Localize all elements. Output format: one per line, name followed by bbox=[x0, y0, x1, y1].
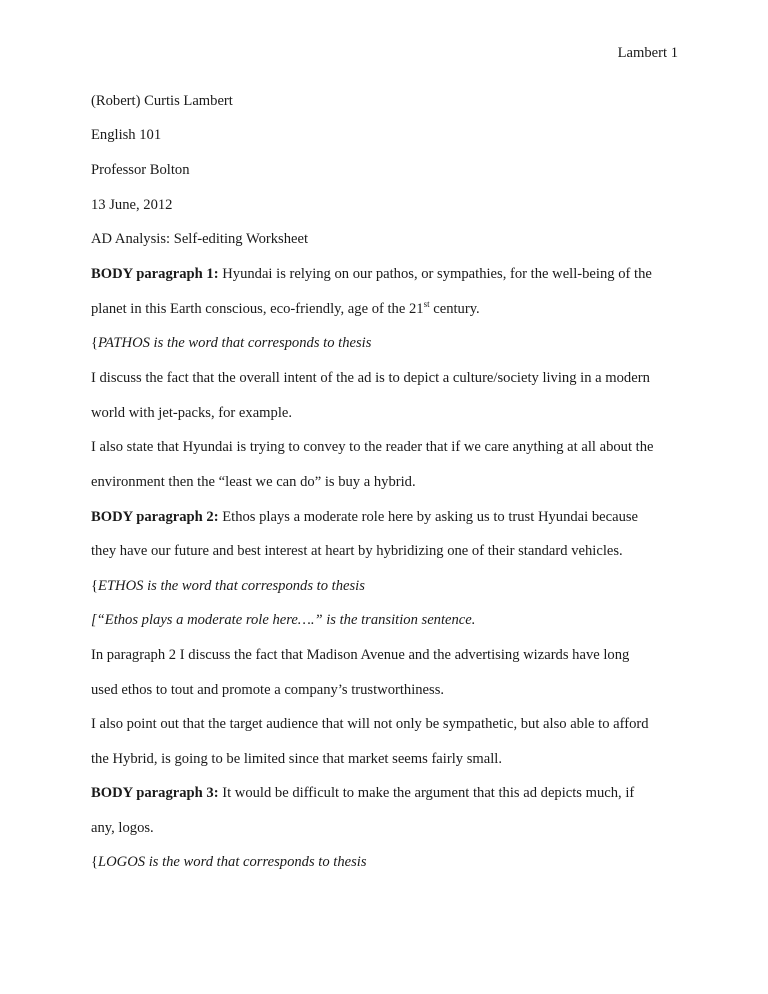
body-paragraph-1-text-3: century. bbox=[429, 301, 480, 317]
body-paragraph-3-line-2: any, logos. bbox=[91, 820, 154, 836]
course-name: English 101 bbox=[91, 127, 162, 143]
author-name: (Robert) Curtis Lambert bbox=[91, 93, 233, 109]
logos-note-brace: { bbox=[91, 854, 99, 870]
body-paragraph-1-line-2 bbox=[91, 300, 480, 318]
body-paragraph-1-text: Hyundai is relying on our pathos, or sympathies, for the well-being of the bbox=[218, 266, 652, 282]
professor-name: Professor Bolton bbox=[91, 162, 190, 178]
body-2-detail-1-line-2: used ethos to tout and promote a company’s trustworthiness. bbox=[91, 682, 445, 698]
body-2-detail-2-line-2: the Hybrid, is going to be limited since that market seems fairly small. bbox=[91, 751, 502, 767]
running-head: Lambert 1 bbox=[617, 45, 678, 61]
body-1-detail-1-line-2: world with jet-packs, for example. bbox=[91, 405, 293, 421]
pathos-note-text: PATHOS is the word that corresponds to thesis bbox=[98, 335, 372, 351]
ethos-note-brace: { bbox=[91, 578, 99, 594]
pathos-note-brace: { bbox=[91, 335, 99, 351]
body-paragraph-3-label: BODY paragraph 3: bbox=[91, 785, 219, 801]
body-paragraph-3-line-1 bbox=[91, 784, 634, 802]
pathos-note bbox=[91, 334, 371, 352]
ethos-note bbox=[91, 577, 365, 595]
body-paragraph-2-text: Ethos plays a moderate role here by asking us to trust Hyundai because bbox=[218, 509, 639, 525]
ethos-note-text: ETHOS is the word that corresponds to thesis bbox=[98, 578, 365, 594]
body-paragraph-1-text-2: planet in this Earth conscious, eco-friendly, age of the 21 bbox=[91, 301, 424, 317]
body-paragraph-1-label: BODY paragraph 1: bbox=[91, 266, 219, 282]
body-1-detail-2-line-1: I also state that Hyundai is trying to convey to the reader that if we care anything at all about the bbox=[91, 439, 654, 455]
body-2-detail-1-line-1: In paragraph 2 I discuss the fact that Madison Avenue and the advertising wizards have long bbox=[91, 647, 630, 663]
date: 13 June, 2012 bbox=[91, 197, 173, 213]
assignment-title: AD Analysis: Self-editing Worksheet bbox=[91, 231, 309, 247]
body-paragraph-1-line-1 bbox=[91, 265, 652, 283]
logos-note bbox=[91, 853, 367, 871]
body-1-detail-1-line-1: I discuss the fact that the overall intent of the ad is to depict a culture/society living in a modern bbox=[91, 370, 650, 386]
body-paragraph-2-line-2: they have our future and best interest at heart by hybridizing one of their standard vehicles. bbox=[91, 543, 623, 559]
body-paragraph-2-line-1 bbox=[91, 508, 638, 526]
body-1-detail-2-line-2: environment then the “least we can do” is buy a hybrid. bbox=[91, 474, 416, 490]
body-paragraph-3-text: It would be difficult to make the argument that this ad depicts much, if bbox=[218, 785, 635, 801]
ordinal-suffix: st bbox=[423, 299, 430, 309]
transition-note: [“Ethos plays a moderate role here….” is the transition sentence. bbox=[91, 612, 476, 628]
body-paragraph-2-label: BODY paragraph 2: bbox=[91, 509, 219, 525]
body-2-detail-2-line-1: I also point out that the target audience that will not only be sympathetic, but also able to afford bbox=[91, 716, 649, 732]
logos-note-text: LOGOS is the word that corresponds to thesis bbox=[98, 854, 367, 870]
